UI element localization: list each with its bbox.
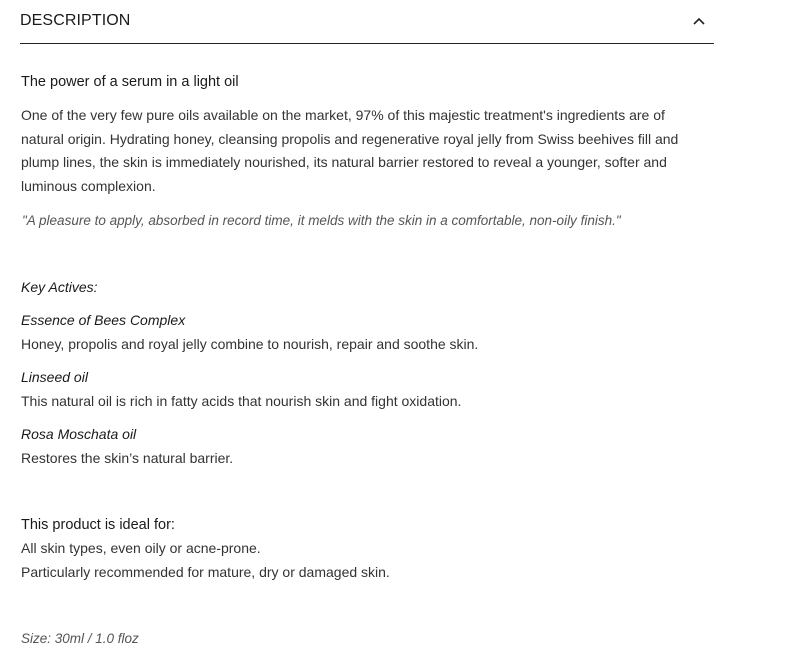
ideal-for-line-1: All skin types, even oily or acne-prone. (21, 540, 261, 556)
active-name-linseed-oil: Linseed oil (21, 369, 88, 385)
accordion-title: DESCRIPTION (20, 12, 131, 29)
active-text-linseed-oil: This natural oil is rich in fatty acids that nourish skin and fight oxidation. (21, 393, 462, 409)
accordion-header[interactable] (20, 0, 714, 44)
active-text-rosa-moschata: Restores the skin’s natural barrier. (21, 450, 234, 466)
active-name-rosa-moschata: Rosa Moschata oil (21, 426, 137, 442)
product-size: Size: 30ml / 1.0 floz (21, 631, 139, 646)
chevron-up-icon[interactable] (692, 16, 706, 26)
ideal-for-line-2: Particularly recommended for mature, dry or damaged skin. (21, 564, 390, 580)
ideal-for-heading: This product is ideal for: (21, 517, 175, 533)
active-text-bees-complex: Honey, propolis and royal jelly combine to nourish, repair and soothe skin. (21, 336, 479, 352)
description-quote: "A pleasure to apply, absorbed in record time, it melds with the skin in a comfortable, non-oily finish." (22, 213, 621, 228)
description-subtitle: The power of a serum in a light oil (21, 74, 239, 90)
description-paragraph: One of the very few pure oils available on the market, 97% of this majestic treatment's ingredients are of natural origin. Hydrating honey, cleansing propolis and regenerative royal jelly from Swiss beehives fill and plump lines, the skin is immediately nourished, its natural barrier restored to reveal a younger, softer and luminous complexion. (21, 107, 679, 195)
active-name-bees-complex: Essence of Bees Complex (21, 312, 186, 328)
key-actives-heading: Key Actives: (21, 279, 98, 295)
